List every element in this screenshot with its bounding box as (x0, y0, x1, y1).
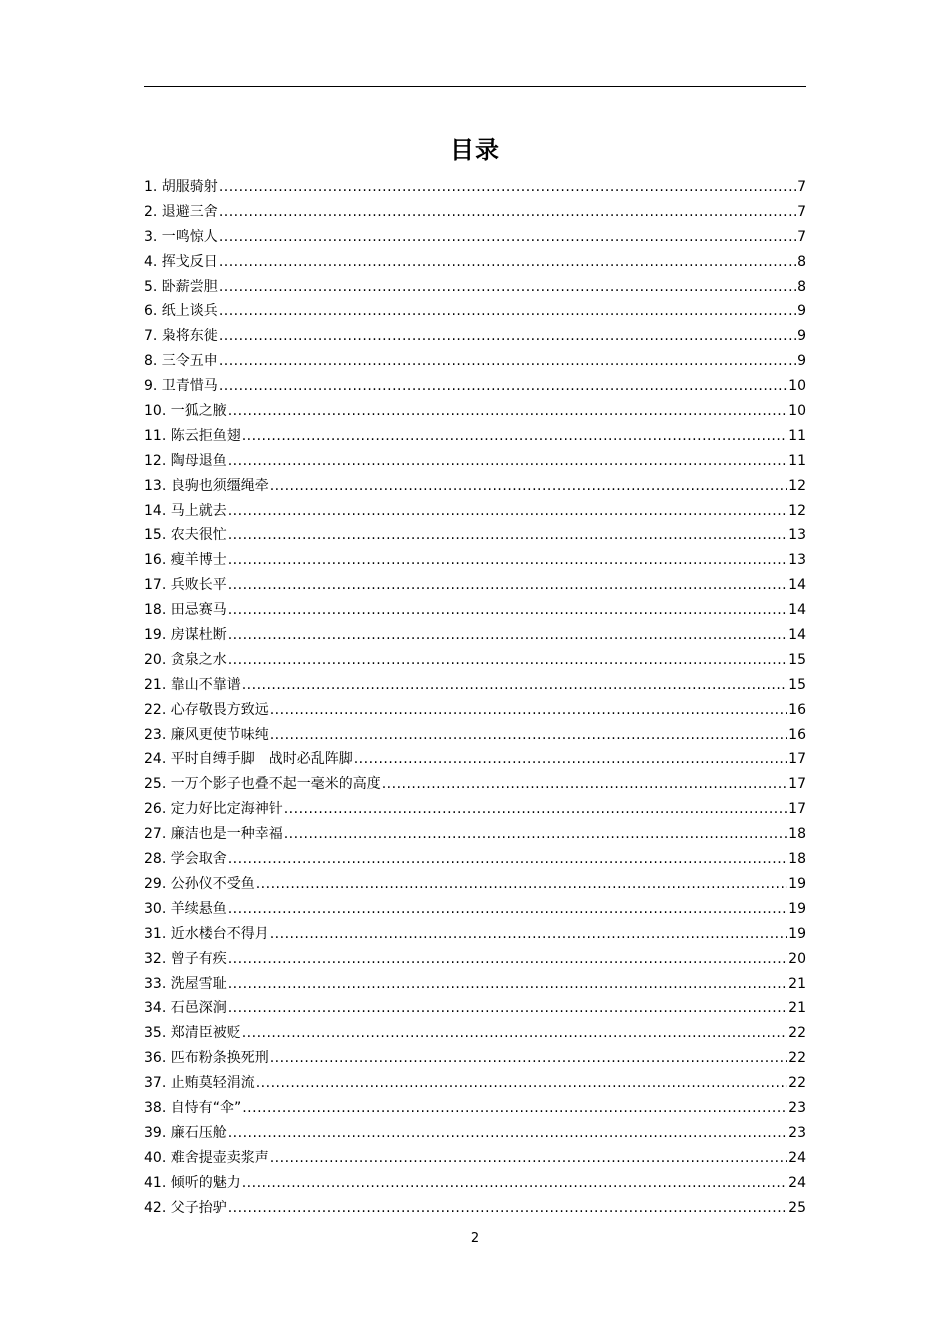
toc-entry[interactable] (144, 1071, 806, 1096)
toc-entry-page: 17 (788, 751, 806, 768)
toc-entry[interactable] (144, 747, 806, 772)
toc-entry-title: 6. 纸上谈兵 (144, 303, 218, 320)
toc-entry-page: 23 (788, 1099, 806, 1116)
toc-entry[interactable] (144, 1121, 806, 1146)
toc-entry-title: 39. 廉石压舱 (144, 1124, 227, 1141)
toc-entry-title: 28. 学会取舍 (144, 851, 227, 868)
dot-leader (270, 922, 787, 947)
toc-entry-page: 13 (788, 527, 806, 544)
dot-leader (228, 523, 787, 548)
toc-entry-title: 3. 一鸣惊人 (144, 228, 218, 245)
toc-entry-title: 33. 洗屋雪耻 (144, 975, 227, 992)
toc-entry-title: 26. 定力好比定海神针 (144, 801, 283, 818)
dot-leader (228, 1196, 787, 1221)
toc-entry-page: 20 (788, 950, 806, 967)
toc-entry-page: 19 (788, 900, 806, 917)
dot-leader (228, 449, 787, 474)
toc-entry-title: 20. 贪泉之水 (144, 651, 227, 668)
toc-entry[interactable] (144, 947, 806, 972)
toc-entry-title: 42. 父子抬驴 (144, 1199, 227, 1216)
toc-entry[interactable] (144, 698, 806, 723)
toc-entry-title: 9. 卫青惜马 (144, 378, 218, 395)
toc-entry[interactable] (144, 474, 806, 499)
toc-entry[interactable] (144, 1046, 806, 1071)
dot-leader (228, 996, 787, 1021)
toc-entry-page: 17 (788, 801, 806, 818)
toc-entry-page: 9 (797, 303, 806, 320)
toc-entry-page: 13 (788, 552, 806, 569)
toc-entry[interactable] (144, 1196, 806, 1221)
toc-entry-title: 19. 房谋杜断 (144, 627, 227, 644)
toc-entry-title: 24. 平时自缚手脚 战时必乱阵脚 (144, 751, 353, 768)
dot-leader (219, 275, 796, 300)
header-rule (144, 86, 806, 87)
dot-leader (228, 623, 787, 648)
toc-entry-title: 18. 田忌赛马 (144, 602, 227, 619)
toc-entry-title: 23. 廉风更使节味纯 (144, 726, 269, 743)
dot-leader (228, 499, 787, 524)
toc-entry[interactable] (144, 324, 806, 349)
toc-entry[interactable] (144, 723, 806, 748)
toc-entry[interactable] (144, 250, 806, 275)
toc-entry[interactable] (144, 523, 806, 548)
toc-entry[interactable] (144, 399, 806, 424)
dot-leader (219, 349, 796, 374)
dot-leader (219, 225, 796, 250)
toc-entry-page: 8 (797, 278, 806, 295)
toc-entry-page: 16 (788, 701, 806, 718)
toc-entry-page: 11 (788, 452, 806, 469)
toc-entry-page: 17 (788, 776, 806, 793)
toc-entry-title: 38. 自恃有“伞” (144, 1099, 242, 1116)
toc-entry-title: 34. 石邑深涧 (144, 1000, 227, 1017)
toc-entry[interactable] (144, 922, 806, 947)
toc-entry-title: 2. 退避三舍 (144, 203, 218, 220)
toc-entry[interactable] (144, 499, 806, 524)
dot-leader (256, 872, 787, 897)
toc-entry-title: 15. 农夫很忙 (144, 527, 227, 544)
toc-entry-title: 40. 难舍提壶卖浆声 (144, 1149, 269, 1166)
toc-entry[interactable] (144, 797, 806, 822)
toc-entry[interactable] (144, 1171, 806, 1196)
toc-entry[interactable] (144, 648, 806, 673)
toc-entry-title: 16. 瘦羊博士 (144, 552, 227, 569)
toc-entry-title: 21. 靠山不靠谱 (144, 676, 241, 693)
dot-leader (284, 797, 787, 822)
dot-leader (228, 399, 787, 424)
dot-leader (354, 747, 787, 772)
toc-entry-page: 12 (788, 477, 806, 494)
toc-entry-page: 14 (788, 577, 806, 594)
toc-entry-title: 27. 廉洁也是一种幸福 (144, 826, 283, 843)
dot-leader (270, 474, 787, 499)
dot-leader (284, 822, 787, 847)
dot-leader (242, 1096, 787, 1121)
dot-leader (219, 175, 796, 200)
dot-leader (219, 324, 796, 349)
toc-entry-title: 5. 卧薪尝胆 (144, 278, 218, 295)
toc-entry-title: 13. 良驹也须缰绳牵 (144, 477, 269, 494)
toc-entry-page: 7 (797, 179, 806, 195)
toc-entry-page: 24 (788, 1174, 806, 1191)
toc-entry-title: 12. 陶母退鱼 (144, 452, 227, 469)
toc-entry[interactable] (144, 349, 806, 374)
dot-leader (270, 723, 787, 748)
toc-entry-title: 17. 兵败长平 (144, 577, 227, 594)
toc-entry[interactable] (144, 424, 806, 449)
dot-leader (270, 1046, 787, 1071)
dot-leader (228, 847, 787, 872)
toc-entry[interactable] (144, 1146, 806, 1171)
toc-entry[interactable] (144, 200, 806, 225)
dot-leader (270, 698, 787, 723)
toc-entry-page: 14 (788, 627, 806, 644)
toc-entry-page: 19 (788, 925, 806, 942)
toc-entry-page: 15 (788, 676, 806, 693)
toc-entry[interactable] (144, 374, 806, 399)
toc-entry[interactable] (144, 996, 806, 1021)
dot-leader (382, 772, 787, 797)
toc-entry-page: 19 (788, 875, 806, 892)
toc-entry-page: 21 (788, 1000, 806, 1017)
toc-entry-page: 10 (788, 403, 806, 420)
toc-entry-title: 37. 止贿莫轻涓流 (144, 1075, 255, 1092)
dot-leader (219, 250, 796, 275)
dot-leader (242, 1021, 787, 1046)
toc-entry-title: 14. 马上就去 (144, 502, 227, 519)
toc-entry-page: 18 (788, 851, 806, 868)
dot-leader (228, 897, 787, 922)
toc-entry-title: 8. 三令五申 (144, 353, 218, 370)
toc-entry-page: 15 (788, 651, 806, 668)
toc-entry[interactable] (144, 673, 806, 698)
toc-entry-page: 10 (788, 378, 806, 395)
toc-entry-title: 31. 近水楼台不得月 (144, 925, 269, 942)
dot-leader (219, 374, 787, 399)
toc-entry-title: 25. 一万个影子也叠不起一毫米的高度 (144, 776, 381, 793)
dot-leader (228, 1121, 787, 1146)
dot-leader (228, 648, 787, 673)
toc-entry-page: 8 (797, 253, 806, 270)
dot-leader (228, 947, 787, 972)
toc-entry-page: 12 (788, 502, 806, 519)
toc-entry-title: 41. 倾听的魅力 (144, 1174, 241, 1191)
toc-entry[interactable] (144, 449, 806, 474)
toc-entry-page: 7 (797, 228, 806, 245)
toc-entry[interactable] (144, 548, 806, 573)
dot-leader (228, 598, 787, 623)
toc-entry[interactable] (144, 598, 806, 623)
toc-entry-page: 9 (797, 328, 806, 345)
toc-entry-page: 9 (797, 353, 806, 370)
toc-entry[interactable] (144, 897, 806, 922)
toc-entry-page: 23 (788, 1124, 806, 1141)
dot-leader (228, 972, 787, 997)
toc-entry-title: 7. 枭将东徙 (144, 328, 218, 345)
toc-entry-page: 25 (788, 1199, 806, 1216)
toc-entry-title: 1. 胡服骑射 (144, 179, 218, 195)
toc-entry-title: 11. 陈云拒鱼翅 (144, 427, 241, 444)
toc-entry-page: 22 (788, 1025, 806, 1042)
toc-entry[interactable] (144, 847, 806, 872)
toc-entry-title: 10. 一狐之腋 (144, 403, 227, 420)
toc-entry[interactable] (144, 1096, 806, 1121)
toc-entry[interactable] (144, 175, 806, 200)
toc-list (144, 175, 806, 1220)
dot-leader (242, 1171, 787, 1196)
toc-entry-title: 35. 郑清臣被贬 (144, 1025, 241, 1042)
toc-entry-page: 14 (788, 602, 806, 619)
page-number: 2 (470, 1231, 480, 1246)
dot-leader (242, 424, 787, 449)
toc-entry-title: 36. 匹布粉条换死刑 (144, 1050, 269, 1067)
toc-entry-page: 24 (788, 1149, 806, 1166)
toc-entry[interactable] (144, 225, 806, 250)
toc-entry-page: 22 (788, 1050, 806, 1067)
toc-entry-title: 4. 挥戈反日 (144, 253, 218, 270)
dot-leader (256, 1071, 787, 1096)
toc-entry-title: 22. 心存敬畏方致远 (144, 701, 269, 718)
dot-leader (228, 573, 787, 598)
toc-entry[interactable] (144, 972, 806, 997)
toc-entry-page: 7 (797, 203, 806, 220)
toc-entry[interactable] (144, 573, 806, 598)
dot-leader (219, 200, 796, 225)
toc-entry-page: 11 (788, 427, 806, 444)
toc-entry-title: 29. 公孙仪不受鱼 (144, 875, 255, 892)
dot-leader (270, 1146, 787, 1171)
toc-entry[interactable] (144, 299, 806, 324)
toc-entry-page: 18 (788, 826, 806, 843)
dot-leader (228, 548, 787, 573)
toc-entry-page: 22 (788, 1075, 806, 1092)
toc-entry[interactable] (144, 275, 806, 300)
toc-entry-title: 32. 曾子有疾 (144, 950, 227, 967)
toc-entry[interactable] (144, 822, 806, 847)
dot-leader (219, 299, 796, 324)
page-title: 目录 (450, 136, 500, 164)
toc-entry[interactable] (144, 772, 806, 797)
dot-leader (242, 673, 787, 698)
toc-entry[interactable] (144, 1021, 806, 1046)
toc-entry[interactable] (144, 623, 806, 648)
toc-entry-title: 30. 羊续悬鱼 (144, 900, 227, 917)
toc-entry[interactable] (144, 872, 806, 897)
toc-entry-page: 16 (788, 726, 806, 743)
toc-entry-page: 21 (788, 975, 806, 992)
